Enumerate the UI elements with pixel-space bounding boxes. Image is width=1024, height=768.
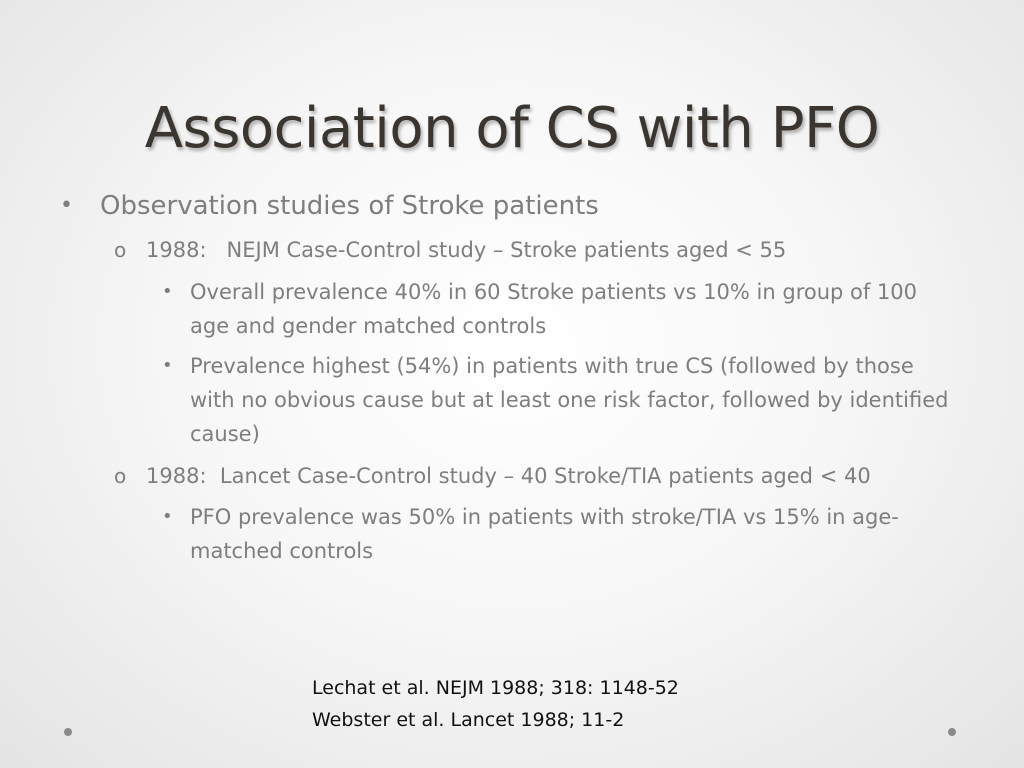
bullet-level3-overall-prevalence <box>162 275 962 343</box>
bullet-marker: • <box>162 506 173 527</box>
bullet-text: Overall prevalence 40% in 60 Stroke patients vs 10% in group of 100 age and gender matched controls <box>190 280 918 338</box>
references <box>312 672 679 736</box>
bullet-level2-lancet <box>114 460 994 492</box>
bullet-marker: • <box>162 281 173 302</box>
bullet-marker: o <box>114 464 127 488</box>
bullet-level3-pfo-prevalence <box>162 500 962 568</box>
slide-title: Association of CS with PFO <box>144 96 880 161</box>
bullet-level3-prevalence-highest <box>162 349 962 451</box>
bullet-level2-nejm <box>114 234 994 266</box>
bullet-text: Observation studies of Stroke patients <box>100 191 599 221</box>
corner-dot-left <box>64 728 72 736</box>
bullet-level1-observation <box>60 186 960 226</box>
reference-lechat: Lechat et al. NEJM 1988; 318: 1148-52 <box>312 677 679 699</box>
corner-dot-right <box>948 728 956 736</box>
reference-webster: Webster et al. Lancet 1988; 11-2 <box>312 709 625 731</box>
bullet-marker: o <box>114 238 127 262</box>
bullet-text: 1988: Lancet Case-Control study – 40 Stroke/TIA patients aged < 40 <box>146 464 871 488</box>
bullet-marker: • <box>60 193 73 218</box>
bullet-text: 1988: NEJM Case-Control study – Stroke patients aged < 55 <box>146 238 787 262</box>
bullet-text: Prevalence highest (54%) in patients with true CS (followed by those with no obvious cause but at least one risk factor, followed by identified cause) <box>190 354 949 446</box>
bullet-text: PFO prevalence was 50% in patients with stroke/TIA vs 15% in age-matched controls <box>190 505 899 563</box>
bullet-marker: • <box>162 355 173 376</box>
